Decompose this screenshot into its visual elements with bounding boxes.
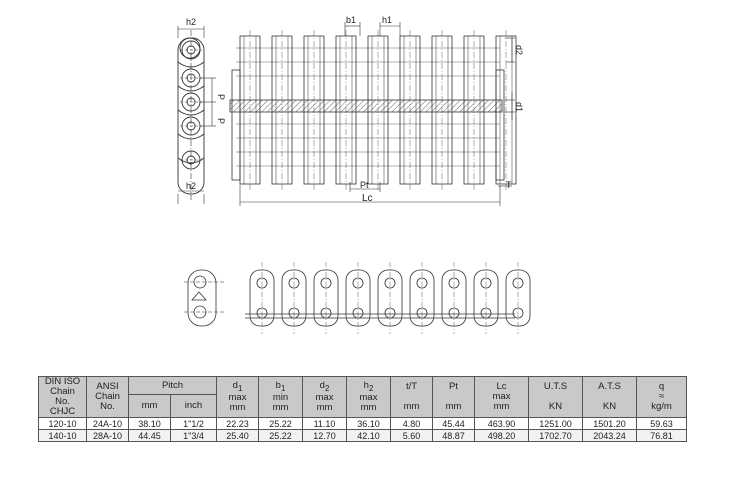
side-profile-view (178, 26, 216, 204)
table-cell: 24A-10 (87, 418, 129, 430)
table-cell: 1501.20 (583, 418, 637, 430)
label-b1: b1 (346, 15, 357, 25)
col-pitch: Pitch (129, 377, 217, 395)
header-row-1 (39, 377, 687, 395)
table-cell: 45.44 (433, 418, 475, 430)
table-cell: 2043.24 (583, 430, 637, 442)
table-cell: 12.70 (303, 430, 347, 442)
table-row (39, 418, 687, 430)
table-cell: 38.10 (129, 418, 171, 430)
table-cell: 498.20 (475, 430, 529, 442)
label-h2-bottom: h2 (186, 181, 197, 191)
table-cell: 1702.70 (529, 430, 583, 442)
table-cell: 76.81 (637, 430, 687, 442)
label-h1: h1 (382, 15, 393, 25)
label-d2: d2 (514, 45, 524, 56)
table-cell: 463.90 (475, 418, 529, 430)
table-cell: 42.10 (347, 430, 391, 442)
col-t: t/T mm (391, 377, 433, 418)
label-t: T (506, 180, 512, 190)
spec-table-body (39, 418, 687, 442)
col-ats: A.T.S KN (583, 377, 637, 418)
chain-side-view (245, 262, 530, 334)
table-cell: 25.22 (259, 418, 303, 430)
col-d1: $d_1$ max mm (217, 377, 259, 418)
col-h2: $h_2$ max mm (347, 377, 391, 418)
col-lc: Lc max mm (475, 377, 529, 418)
table-cell: 25.40 (217, 430, 259, 442)
table-cell: 28A-10 (87, 430, 129, 442)
table-cell: 1"3/4 (171, 430, 217, 442)
chain-spec-table (38, 376, 687, 442)
table-cell: 120-10 (39, 418, 87, 430)
table-cell: 22.23 (217, 418, 259, 430)
col-pitch-mm: mm (129, 395, 171, 418)
table-cell: 11.10 (303, 418, 347, 430)
col-uts: U.T.S KN (529, 377, 583, 418)
table-cell: 5.60 (391, 430, 433, 442)
table-cell: 48.87 (433, 430, 475, 442)
col-din-iso: DIN ISO Chain No. CHJC (39, 377, 87, 418)
table-cell: 36.10 (347, 418, 391, 430)
col-pitch-inch: inch (171, 395, 217, 418)
table-cell: 1"1/2 (171, 418, 217, 430)
col-ansi: ANSI Chain No. (87, 377, 129, 418)
label-lc: Lc (362, 193, 373, 204)
label-pt: Pt (360, 180, 369, 190)
col-pt: Pt mm (433, 377, 475, 418)
table-row (39, 430, 687, 442)
plan-view (230, 22, 516, 206)
label-p-lower: P (216, 118, 226, 125)
label-h2-top: h2 (186, 17, 197, 27)
col-q: q ≈ kg/m (637, 377, 687, 418)
table-cell: 25.22 (259, 430, 303, 442)
label-p-upper: P (216, 94, 226, 101)
table-cell: 59.63 (637, 418, 687, 430)
label-d1: d1 (514, 102, 524, 113)
table-cell: 4.80 (391, 418, 433, 430)
col-d2: $d_2$ max mm (303, 377, 347, 418)
table-cell: 140-10 (39, 430, 87, 442)
table-cell: 44.45 (129, 430, 171, 442)
end-link-view (184, 270, 226, 326)
table-cell: 1251.00 (529, 418, 583, 430)
col-b1: $b_1$ min mm (259, 377, 303, 418)
